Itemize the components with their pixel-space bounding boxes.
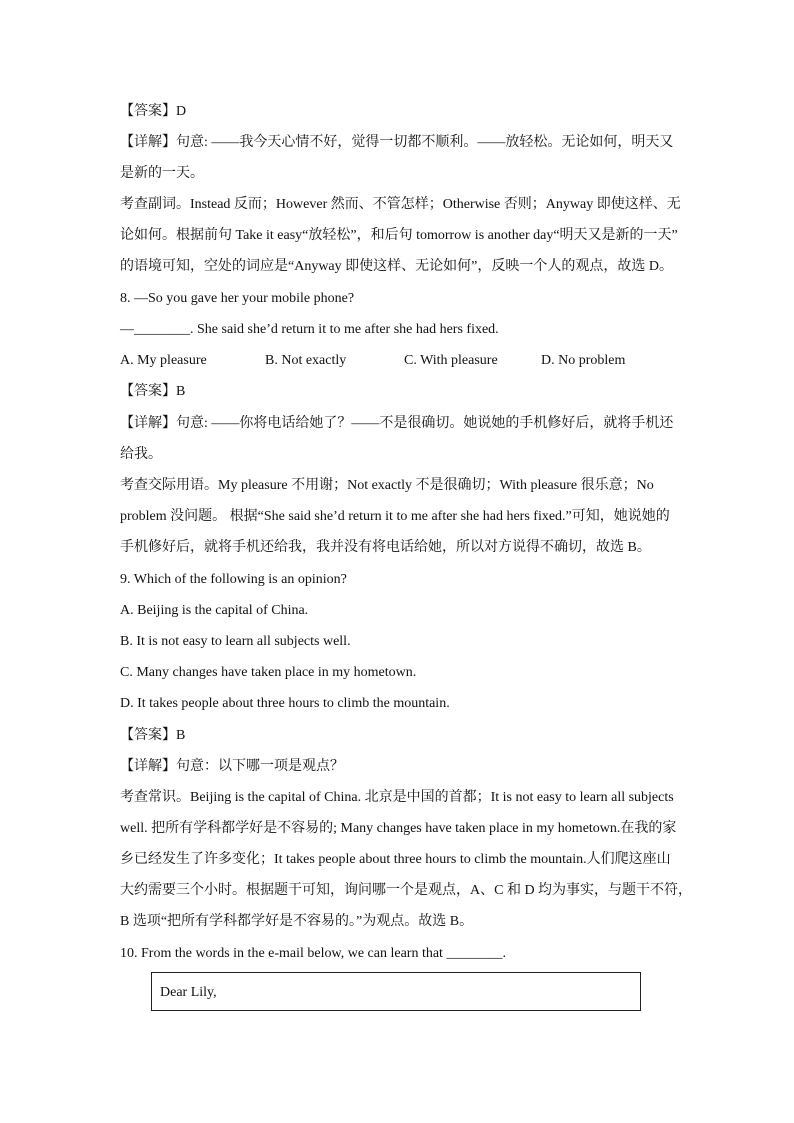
question-9-option-a: A. Beijing is the capital of China. — [120, 603, 309, 618]
option-c: C. With pleasure — [404, 353, 498, 368]
email-greeting: Dear Lily, — [160, 985, 217, 1000]
question-8-options — [120, 351, 680, 371]
answer-label-q7: 【答案】D — [120, 104, 187, 119]
explanation-line: 【详解】句意: ——我今天心情不好，觉得一切都不顺利。——放轻松。无论如何，明天又 — [120, 135, 674, 150]
explanation-line: well. 把所有学科都学好是不容易的; Many changes have taken place in my hometown.在我的家 — [120, 821, 677, 836]
email-box — [151, 972, 641, 1011]
explanation-line: B 选项“把所有学科都学好是不容易的。”为观点。故选 B。 — [120, 914, 474, 929]
option-a: A. My pleasure — [120, 353, 207, 368]
explanation-line: problem 没问题。 根据“She said she’d return it to me after she had hers fixed.”可知，她说她的 — [120, 509, 670, 524]
explanation-line: 论如何。根据前句 Take it easy“放轻松”，和后句 tomorrow is another day“明天又是新的一天” — [120, 228, 678, 243]
explanation-line: 是新的一天。 — [120, 166, 204, 181]
explanation-line: 考查副词。Instead 反而；However 然而、不管怎样；Otherwise 否则；Anyway 即使这样、无 — [120, 197, 681, 212]
option-b: B. Not exactly — [265, 353, 347, 368]
explanation-line: 【详解】句意: ——你将电话给她了？——不是很确切。她说她的手机修好后，就将手机还 — [120, 416, 674, 431]
question-9-option-c: C. Many changes have taken place in my hometown. — [120, 665, 417, 680]
explanation-line: 考查常识。Beijing is the capital of China. 北京是中国的首都；It is not easy to learn all subjects — [120, 790, 674, 805]
answer-label-q9: 【答案】B — [120, 728, 186, 743]
answer-label-q8: 【答案】B — [120, 384, 186, 399]
explanation-line: 手机修好后，就将手机还给我，我并没有将电话给她，所以对方说得不确切，故选 B。 — [120, 540, 651, 555]
explanation-line: 给我。 — [120, 447, 162, 462]
explanation-line: 【详解】句意：以下哪一项是观点？ — [120, 759, 344, 774]
question-9-option-b: B. It is not easy to learn all subjects well. — [120, 634, 351, 649]
question-9-prompt: 9. Which of the following is an opinion? — [120, 572, 347, 587]
explanation-line: 大约需要三个小时。根据题干可知，询问哪一个是观点，A、C 和 D 均为事实，与题干不符， — [120, 883, 693, 898]
question-8-response: —________. She said she’d return it to me after she had hers fixed. — [120, 322, 499, 337]
explanation-line: 乡已经发生了许多变化；It takes people about three hours to climb the mountain.人们爬这座山 — [120, 852, 671, 867]
explanation-line: 考查交际用语。My pleasure 不用谢；Not exactly 不是很确切；With pleasure 很乐意；No — [120, 478, 654, 493]
option-d: D. No problem — [541, 353, 626, 368]
question-9-option-d: D. It takes people about three hours to climb the mountain. — [120, 696, 450, 711]
explanation-line: 的语境可知，空处的词应是“Anyway 即使这样、无论如何”，反映一个人的观点，故选 D。 — [120, 259, 673, 274]
question-10-prompt: 10. From the words in the e-mail below, we can learn that ________. — [120, 946, 506, 961]
question-8-prompt: 8. —So you gave her your mobile phone? — [120, 291, 355, 306]
